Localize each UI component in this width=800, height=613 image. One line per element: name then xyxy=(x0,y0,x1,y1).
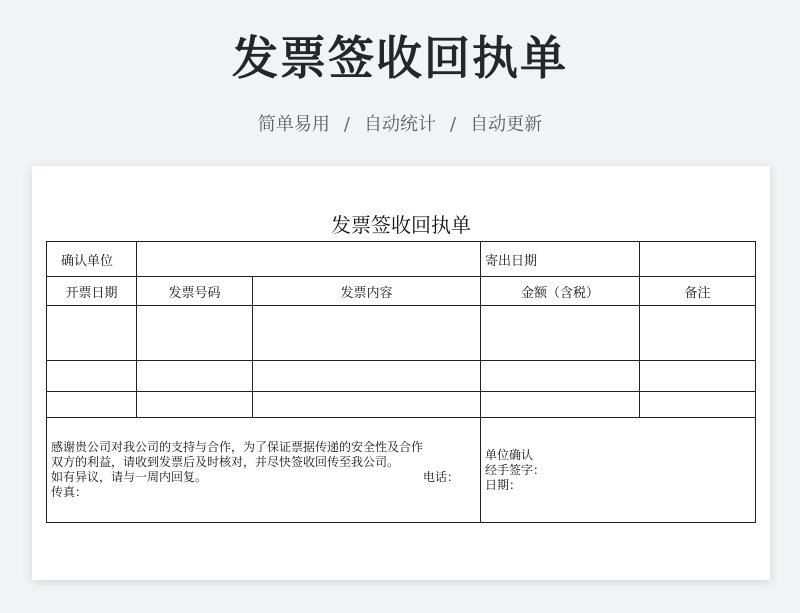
table-cell[interactable] xyxy=(481,361,640,392)
send-date-field[interactable] xyxy=(640,242,756,277)
table-cell[interactable] xyxy=(253,361,481,392)
table-cell[interactable] xyxy=(253,392,481,418)
table-cell[interactable] xyxy=(47,392,137,418)
table-cell[interactable] xyxy=(137,306,253,361)
confirm-date-label: 日期： xyxy=(485,478,522,492)
table-row xyxy=(47,306,756,361)
column-header-invoice-number: 发票号码 xyxy=(137,277,253,306)
notice-line-with-phone xyxy=(51,470,476,485)
table-cell[interactable] xyxy=(640,392,756,418)
table-row xyxy=(47,392,756,418)
tag-separator: / xyxy=(343,114,350,135)
unit-confirm-label: 单位确认 xyxy=(485,448,534,462)
table-row xyxy=(47,361,756,392)
confirm-unit-field[interactable] xyxy=(137,242,481,277)
feature-tags xyxy=(0,112,800,138)
table-cell[interactable] xyxy=(253,306,481,361)
tag-separator: / xyxy=(450,114,457,135)
table-cell[interactable] xyxy=(640,361,756,392)
table-cell[interactable] xyxy=(481,306,640,361)
receipt-form-table xyxy=(46,241,756,523)
feature-tag: 自动更新 xyxy=(470,114,543,135)
notice-line: 双方的利益，请收到发票后及时核对，并尽快签收回传至我公司。 xyxy=(51,455,400,469)
notice-row xyxy=(47,418,756,523)
notice-cell xyxy=(47,418,481,523)
table-cell[interactable] xyxy=(137,392,253,418)
handler-sign-label: 经手签字： xyxy=(485,463,546,477)
table-cell[interactable] xyxy=(47,361,137,392)
confirm-cell xyxy=(481,418,756,523)
table-header-row xyxy=(47,277,756,306)
notice-line: 如有异议，请与一周内回复。 xyxy=(51,470,208,484)
table-cell[interactable] xyxy=(137,361,253,392)
column-header-invoice-date: 开票日期 xyxy=(47,277,137,306)
confirm-unit-label: 确认单位 xyxy=(47,242,137,277)
feature-tag: 简单易用 xyxy=(257,114,330,135)
column-header-amount: 金额（含税） xyxy=(481,277,640,306)
table-cell[interactable] xyxy=(640,306,756,361)
table-cell[interactable] xyxy=(47,306,137,361)
document-title: 发票签收回执单 xyxy=(331,213,471,237)
feature-tag: 自动统计 xyxy=(364,114,436,135)
notice-line: 感谢贵公司对我公司的支持与合作，为了保证票据传递的安全性及合作 xyxy=(51,440,424,454)
table-row xyxy=(47,242,756,277)
phone-label: 电话： xyxy=(423,470,460,484)
table-cell[interactable] xyxy=(481,392,640,418)
document-sheet xyxy=(32,166,770,580)
column-header-invoice-content: 发票内容 xyxy=(253,277,481,306)
send-date-label: 寄出日期 xyxy=(481,242,640,277)
page-title: 发票签收回执单 xyxy=(232,31,568,85)
column-header-remarks: 备注 xyxy=(640,277,756,306)
fax-label: 传真： xyxy=(51,485,88,499)
